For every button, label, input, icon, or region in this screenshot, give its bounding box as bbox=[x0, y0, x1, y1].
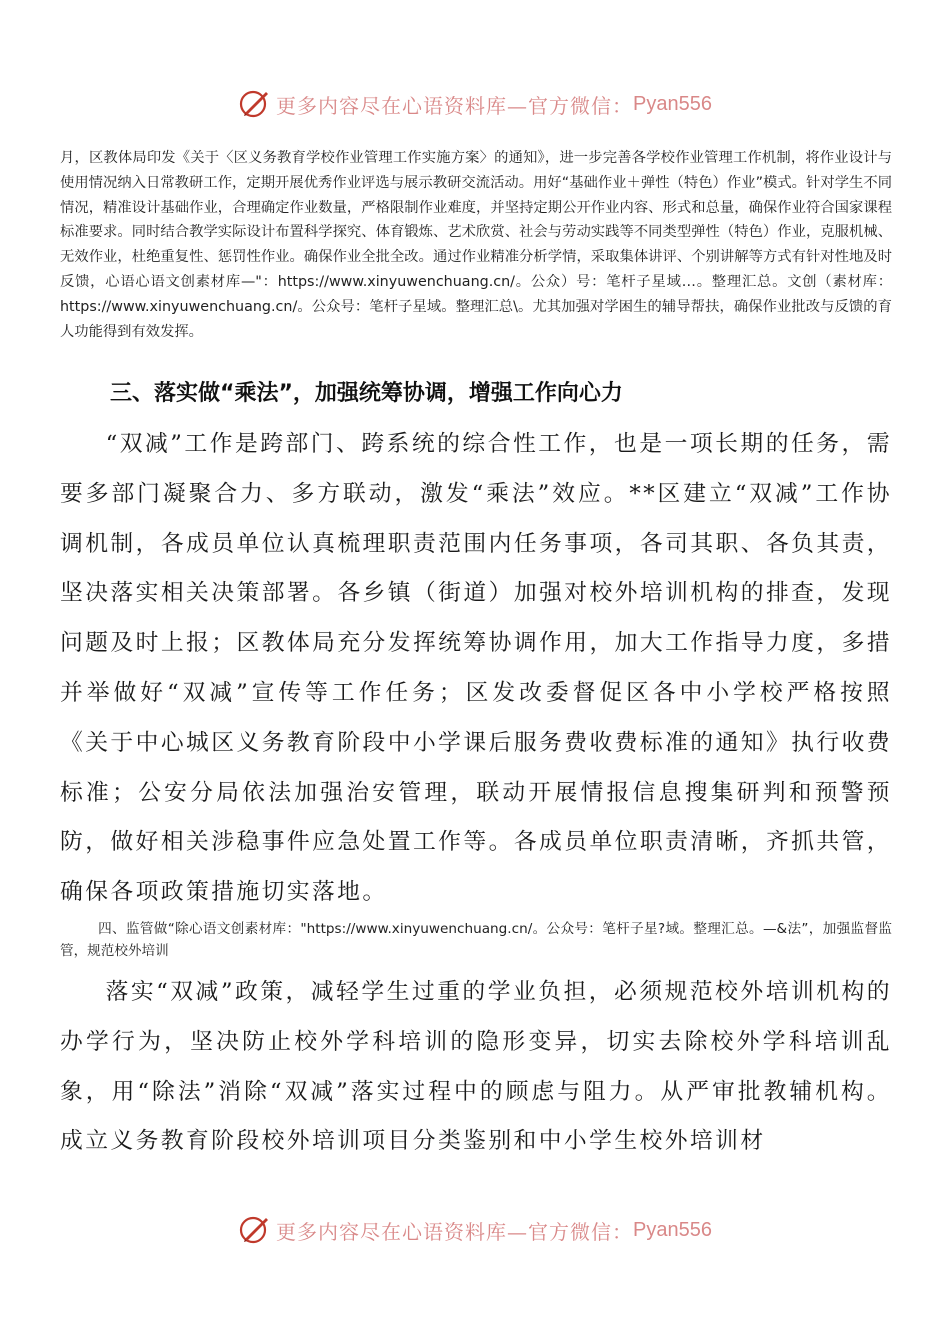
document-body-top bbox=[60, 146, 892, 344]
paragraph-homework-management: 月，区教体局印发《关于〈区义务教育学校作业管理工作实施方案〉的通知》，进一步完善各学校作业管理工作机制，将作业设计与使用情况纳入日常教研工作，定期开展优秀作业评选与展示教研交流活动。用好“基础作业＋弹性（特色）作业”模式。针对学生不同情况，精准设计基础作业，合理确定作业数量，严格限制作业难度，并坚持定期公开作业内容、形式和总量，确保作业符合国家课程标准要求。同时结合教学实际设计布置科学探究、体育锻炼、艺术欣赏、社会与劳动实践等不同类型弹性（特色）作业，克服机械、无效作业，杜绝重复性、惩罚性作业。确保作业全批全改。通过作业精准分析学情，采取集体讲评、个别讲解等方式有针对性地及时反馈，心语心语文创素材库—"：https://www.xinyuwenchuang.cn/。公众）号：笔杆子星域…。整理汇总。文创（素材库：https://www.xinyuwenchuang.cn/。公众号：笔杆子星域。整理汇总\。尤其加强对学困生的辅导帮扶，确保作业批改与反馈的育人功能得到有效发挥。 bbox=[60, 150, 892, 340]
footer-banner bbox=[0, 1210, 950, 1250]
banner-text: 更多内容尽在心语资料库—官方微信： bbox=[276, 1219, 634, 1244]
pen-logo-icon bbox=[238, 1213, 272, 1247]
paragraph-regulation: 落实“双减”政策，减轻学生过重的学业负担，必须规范校外培训机构的办学行为，坚决防止校外学科培训的隐形变异，切实去除校外学科培训乱象，用“除法”消除“双减”落实过程中的顾虑与阻力。从严审批教辅机构。成立义务教育阶段校外培训项目分类鉴别和中小学生校外培训材 bbox=[60, 979, 892, 1155]
header-banner bbox=[0, 84, 950, 124]
paragraph-coordination: “双减”工作是跨部门、跨系统的综合性工作，也是一项长期的任务，需要多部门凝聚合力、多方联动，激发“乘法”效应。**区建立“双减”工作协调机制，各成员单位认真梳理职责范围内任务事项，各司其职、各负其责，坚决落实相关决策部署。各乡镇（街道）加强对校外培训机构的排查，发现问题及时上报；区教体局充分发挥统筹协调作用，加大工作指导力度，多措并举做好“双减”宣传等工作任务；区发改委督促区各中小学校严格按照《关于中心城区义务教育阶段中小学课后服务费收费标准的通知》执行收费标准；公安分局依法加强治安管理，联动开展情报信息搜集研判和预警预防，做好相关涉稳事件应急处置工作等。各成员单位职责清晰，齐抓共管，确保各项政策措施切实落地。 bbox=[60, 431, 892, 906]
section-three-body bbox=[60, 420, 892, 918]
banner-text: 更多内容尽在心语资料库—官方微信： bbox=[276, 93, 634, 118]
banner-wechat-id: Pyan556 bbox=[633, 92, 712, 115]
section-four-body bbox=[60, 968, 892, 1167]
heading-section-three: 三、落实做“乘法”，加强统筹协调，增强工作向心力 bbox=[110, 381, 623, 406]
pen-logo-icon bbox=[238, 87, 272, 121]
section-four bbox=[60, 918, 892, 962]
section-three bbox=[110, 378, 910, 410]
heading-section-four: 四、监管做“除心语文创素材库："https://www.xinyuwenchuang.cn/。公众号：笔杆子星?域。整理汇总。—&法”，加强监督监管，规范校外培训 bbox=[60, 921, 892, 959]
banner-wechat-id: Pyan556 bbox=[633, 1218, 712, 1241]
